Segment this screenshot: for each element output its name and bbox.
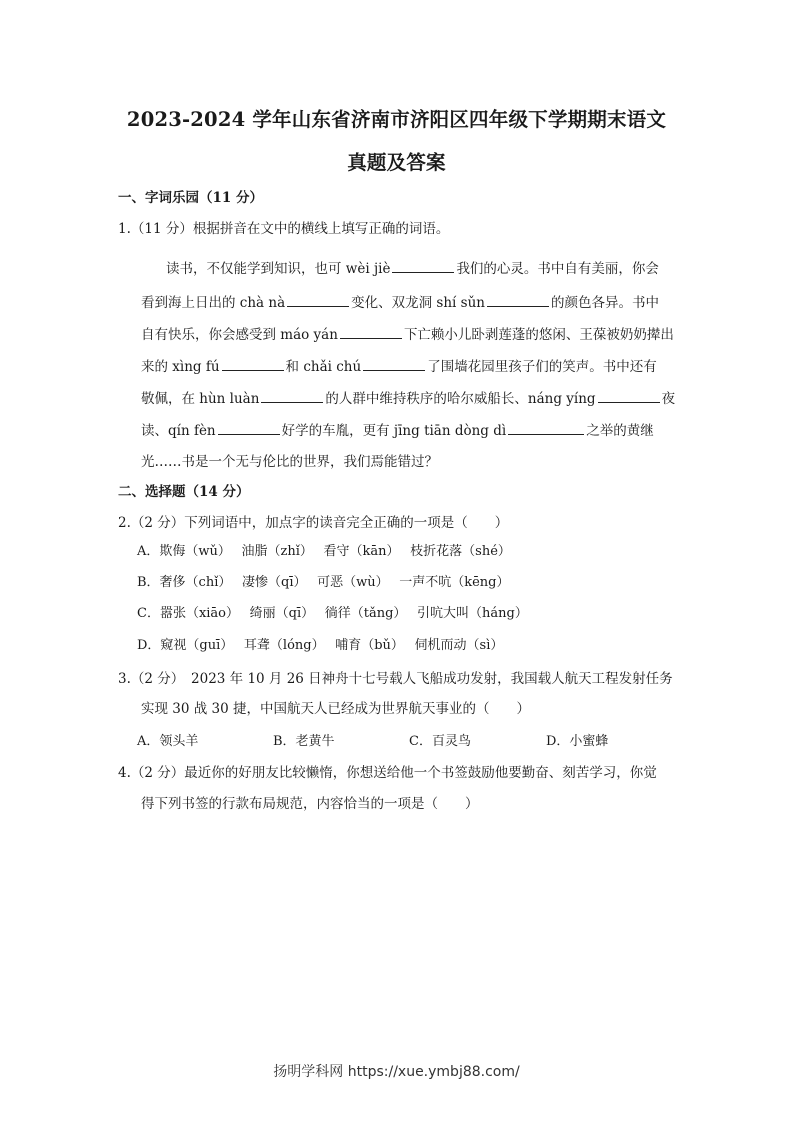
answer-blank[interactable] bbox=[218, 420, 280, 435]
question-2-prompt: 2.（2 分）下列词语中，加点字的读音完全正确的一项是（ ） bbox=[118, 515, 509, 531]
passage-line-2 bbox=[141, 291, 659, 311]
passage-text: 读书，不仅能学到知识，也可 wèi jiè bbox=[166, 261, 391, 277]
question-2-option-b[interactable]: B．奢侈（chǐ） 凄惨（qī） 可恶（wù） 一声不吭（kēng） bbox=[137, 575, 510, 590]
question-1-prompt: 1.（11 分）根据拼音在文中的横线上填写正确的词语。 bbox=[118, 221, 450, 237]
passage-text: 夜 bbox=[661, 391, 676, 407]
answer-blank[interactable] bbox=[363, 356, 425, 371]
passage-text: 来的 xìng fú bbox=[141, 359, 220, 375]
answer-blank[interactable] bbox=[222, 356, 284, 371]
passage-text: 之举的黄继 bbox=[586, 423, 654, 439]
passage-text: 的颜色各异。书中 bbox=[550, 295, 659, 311]
section-heading-vocabulary: 一、字词乐园（11 分） bbox=[118, 190, 263, 206]
question-4-prompt-line-1: 4.（2 分）最近你的好朋友比较懒惰，你想送给他一个书签鼓励他要勤奋、刻苦学习，你觉 bbox=[118, 765, 657, 781]
passage-text: 读、qín fèn bbox=[141, 423, 216, 439]
question-3-prompt-line-2: 实现 30 战 30 捷，中国航天人已经成为世界航天事业的（ ） bbox=[141, 701, 531, 717]
question-3-option-b[interactable]: B．老黄牛 bbox=[273, 734, 335, 749]
passage-text: 好学的车胤，更有 jīng tiān dòng dì bbox=[281, 423, 507, 439]
answer-blank[interactable] bbox=[287, 292, 349, 307]
question-4-prompt-line-2: 得下列书签的行款布局规范，内容恰当的一项是（ ） bbox=[141, 796, 479, 812]
question-2-option-d[interactable]: D．窥视（guī） 耳聋（lóng） 哺育（bǔ） 伺机而动（sì） bbox=[137, 638, 504, 653]
footer-watermark: 扬明学科网 https://xue.ymbj88.com/ bbox=[273, 1064, 520, 1080]
question-2-option-a[interactable]: A．欺侮（wǔ） 油脂（zhǐ） 看守（kān） 枝折花落（shé） bbox=[137, 544, 511, 559]
document-title-line-1: 2023-2024 学年山东省济南市济阳区四年级下学期期末语文 bbox=[126, 108, 667, 131]
answer-blank[interactable] bbox=[508, 420, 584, 435]
passage-text: 敬佩，在 hùn luàn bbox=[141, 391, 260, 407]
question-3-option-d[interactable]: D．小蜜蜂 bbox=[546, 734, 609, 749]
passage-text: 了围墙花园里孩子们的笑声。书中还有 bbox=[427, 359, 657, 375]
passage-line-7: 光……书是一个无与伦比的世界，我们焉能错过？ bbox=[141, 454, 438, 470]
question-2-option-c[interactable]: C．嚣张（xiāo） 绮丽（qī） 徜徉（tǎng） 引吭大叫（háng） bbox=[137, 606, 528, 621]
answer-blank[interactable] bbox=[487, 292, 549, 307]
passage-text: 我们的心灵。书中自有美丽，你会 bbox=[456, 261, 659, 277]
passage-text: 变化、双龙洞 shí sǔn bbox=[351, 295, 485, 311]
passage-text: 自有快乐，你会感受到 máo yán bbox=[141, 327, 338, 343]
section-heading-multiple-choice: 二、选择题（14 分） bbox=[118, 484, 250, 500]
passage-text: 下亡赖小儿卧剥莲蓬的悠闲、王葆被奶奶撵出 bbox=[403, 327, 674, 343]
passage-line-6 bbox=[141, 419, 654, 439]
question-3-prompt-line-1: 3.（2 分） 2023 年 10 月 26 日神舟十七号载人飞船成功发射，我国载人航天工程发射任务 bbox=[118, 671, 673, 687]
passage-text: 和 chǎi chú bbox=[285, 359, 362, 375]
document-title-line-2: 真题及答案 bbox=[347, 151, 446, 174]
question-3-option-a[interactable]: A．领头羊 bbox=[137, 734, 199, 749]
answer-blank[interactable] bbox=[392, 258, 454, 273]
passage-line-1 bbox=[166, 257, 659, 277]
passage-text: 的人群中维持秩序的哈尔威船长、náng yíng bbox=[325, 391, 596, 407]
passage-line-5 bbox=[141, 387, 675, 407]
answer-blank[interactable] bbox=[598, 388, 660, 403]
answer-blank[interactable] bbox=[340, 324, 402, 339]
passage-line-3 bbox=[141, 323, 674, 343]
passage-text: 看到海上日出的 chà nà bbox=[141, 295, 286, 311]
question-3-option-c[interactable]: C．百灵鸟 bbox=[409, 734, 471, 749]
answer-blank[interactable] bbox=[261, 388, 323, 403]
passage-line-4 bbox=[141, 355, 657, 375]
